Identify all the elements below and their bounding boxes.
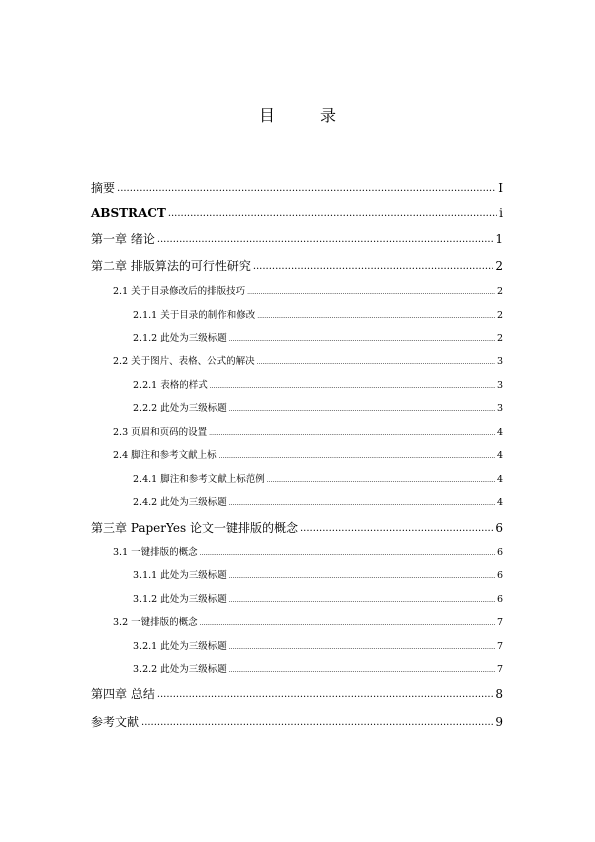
toc-entry-references[interactable] — [91, 714, 503, 730]
toc-leader-dots — [229, 595, 495, 607]
toc-entry-section-3-2-1[interactable] — [133, 640, 503, 654]
toc-entry-label: 2.2.1 表格的样式 — [133, 380, 208, 391]
toc-entry-section-3-1-1[interactable] — [133, 569, 503, 583]
toc-entry-page: 6 — [496, 594, 503, 605]
toc-entry-section-2-2-1[interactable] — [133, 379, 503, 393]
toc-entry-section-3-2[interactable] — [113, 616, 503, 630]
toc-entry-abstract-cn[interactable] — [91, 180, 503, 196]
toc-entry-label: 2.4.2 此处为三级标题 — [133, 497, 227, 508]
toc-leader-dots — [200, 618, 495, 630]
toc-entry-label: 3.2.2 此处为三级标题 — [133, 664, 227, 675]
toc-leader-dots — [209, 428, 495, 440]
toc-leader-dots — [219, 451, 495, 463]
toc-title: 目 录 — [258, 106, 357, 125]
toc-entry-label: 第一章 绪论 — [91, 232, 155, 246]
toc-entry-page: 4 — [496, 497, 503, 508]
toc-entry-label: 摘要 — [91, 181, 116, 195]
toc-entry-page: 1 — [495, 232, 503, 246]
toc-entry-label: 2.1 关于目录修改后的排版技巧 — [113, 286, 246, 297]
toc-entry-page: 9 — [495, 715, 503, 729]
toc-entry-label: 2.4.1 脚注和参考文献上标范例 — [133, 474, 265, 485]
toc-entry-page: 4 — [496, 474, 503, 485]
toc-entry-label: 3.1.2 此处为三级标题 — [133, 594, 227, 605]
toc-entry-label: 第二章 排版算法的可行性研究 — [91, 259, 251, 273]
toc-leader-dots — [168, 207, 497, 221]
toc-leader-dots — [141, 716, 493, 730]
toc-entry-page: 6 — [496, 570, 503, 581]
toc-entry-abstract-en[interactable] — [91, 205, 503, 221]
toc-entry-page: 2 — [496, 333, 503, 344]
toc-leader-dots — [157, 688, 494, 702]
toc-entry-label: 3.1.1 此处为三级标题 — [133, 570, 227, 581]
toc-entry-section-2-2-2[interactable] — [133, 402, 503, 416]
toc-entry-label: 2.1.1 关于目录的制作和修改 — [133, 310, 256, 321]
toc-entry-page: 4 — [496, 427, 503, 438]
toc-leader-dots — [257, 311, 495, 323]
toc-entry-section-2-4-2[interactable] — [133, 496, 503, 510]
toc-entry-chapter-1[interactable] — [91, 231, 503, 247]
toc-entry-page: 7 — [496, 641, 503, 652]
toc-entry-section-2-1-2[interactable] — [133, 332, 503, 346]
toc-entry-section-2-3[interactable] — [113, 426, 503, 440]
toc-entry-label: 参考文献 — [91, 715, 140, 729]
toc-entry-page: 2 — [495, 259, 503, 273]
toc-entry-section-3-1[interactable] — [113, 546, 503, 560]
toc-entry-page: 2 — [496, 286, 503, 297]
toc-leader-dots — [267, 475, 495, 487]
toc-entry-page: 3 — [496, 356, 503, 367]
toc-entry-page: 7 — [496, 617, 503, 628]
toc-leader-dots — [229, 571, 495, 583]
toc-entry-chapter-2[interactable] — [91, 258, 503, 274]
toc-entry-label: 3.1 一键排版的概念 — [113, 547, 198, 558]
toc-entry-page: 8 — [495, 687, 503, 701]
toc-entry-page: 4 — [496, 450, 503, 461]
toc-entry-section-2-1-1[interactable] — [133, 309, 503, 323]
toc-leader-dots — [229, 642, 495, 654]
toc-entry-label: 第三章 PaperYes 论文一键排版的概念 — [91, 521, 298, 535]
toc-entry-page: 3 — [496, 403, 503, 414]
toc-entry-label: 3.2.1 此处为三级标题 — [133, 641, 227, 652]
toc-leader-dots — [117, 182, 496, 196]
toc-entry-page: 3 — [496, 380, 503, 391]
toc-entry-section-2-4[interactable] — [113, 449, 503, 463]
toc-leader-dots — [247, 287, 495, 299]
toc-entry-page: 2 — [496, 310, 503, 321]
toc-leader-dots — [257, 357, 495, 369]
toc-entry-label: 2.2 关于图片、表格、公式的解决 — [113, 356, 255, 367]
toc-entry-section-2-4-1[interactable] — [133, 473, 503, 487]
toc-entry-page: 6 — [495, 521, 503, 535]
toc-leader-dots — [253, 260, 494, 274]
toc-entry-chapter-4[interactable] — [91, 686, 503, 702]
toc-entry-label: 2.3 页眉和页码的设置 — [113, 427, 208, 438]
toc-leader-dots — [229, 404, 495, 416]
toc-entry-label: 2.2.2 此处为三级标题 — [133, 403, 227, 414]
toc-entry-label: 2.4 脚注和参考文献上标 — [113, 450, 217, 461]
toc-entry-page: I — [498, 181, 503, 195]
toc-leader-dots — [210, 381, 495, 393]
toc-entry-page: i — [499, 206, 503, 220]
toc-entry-section-2-1[interactable] — [113, 285, 503, 299]
toc-leader-dots — [229, 665, 495, 677]
toc-leader-dots — [229, 334, 495, 346]
toc-leader-dots — [229, 498, 495, 510]
toc-entry-label: 3.2 一键排版的概念 — [113, 617, 198, 628]
toc-leader-dots — [157, 233, 494, 247]
toc-entry-section-3-1-2[interactable] — [133, 593, 503, 607]
toc-entry-page: 7 — [496, 664, 503, 675]
toc-entry-section-3-2-2[interactable] — [133, 663, 503, 677]
toc-entry-chapter-3[interactable] — [91, 520, 503, 536]
toc-leader-dots — [300, 522, 493, 536]
toc-entry-label: 2.1.2 此处为三级标题 — [133, 333, 227, 344]
toc-entry-label: 第四章 总结 — [91, 687, 155, 701]
toc-entry-section-2-2[interactable] — [113, 355, 503, 369]
toc-entry-label: ABSTRACT — [91, 206, 166, 220]
toc-leader-dots — [200, 548, 495, 560]
toc-entry-page: 6 — [496, 547, 503, 558]
